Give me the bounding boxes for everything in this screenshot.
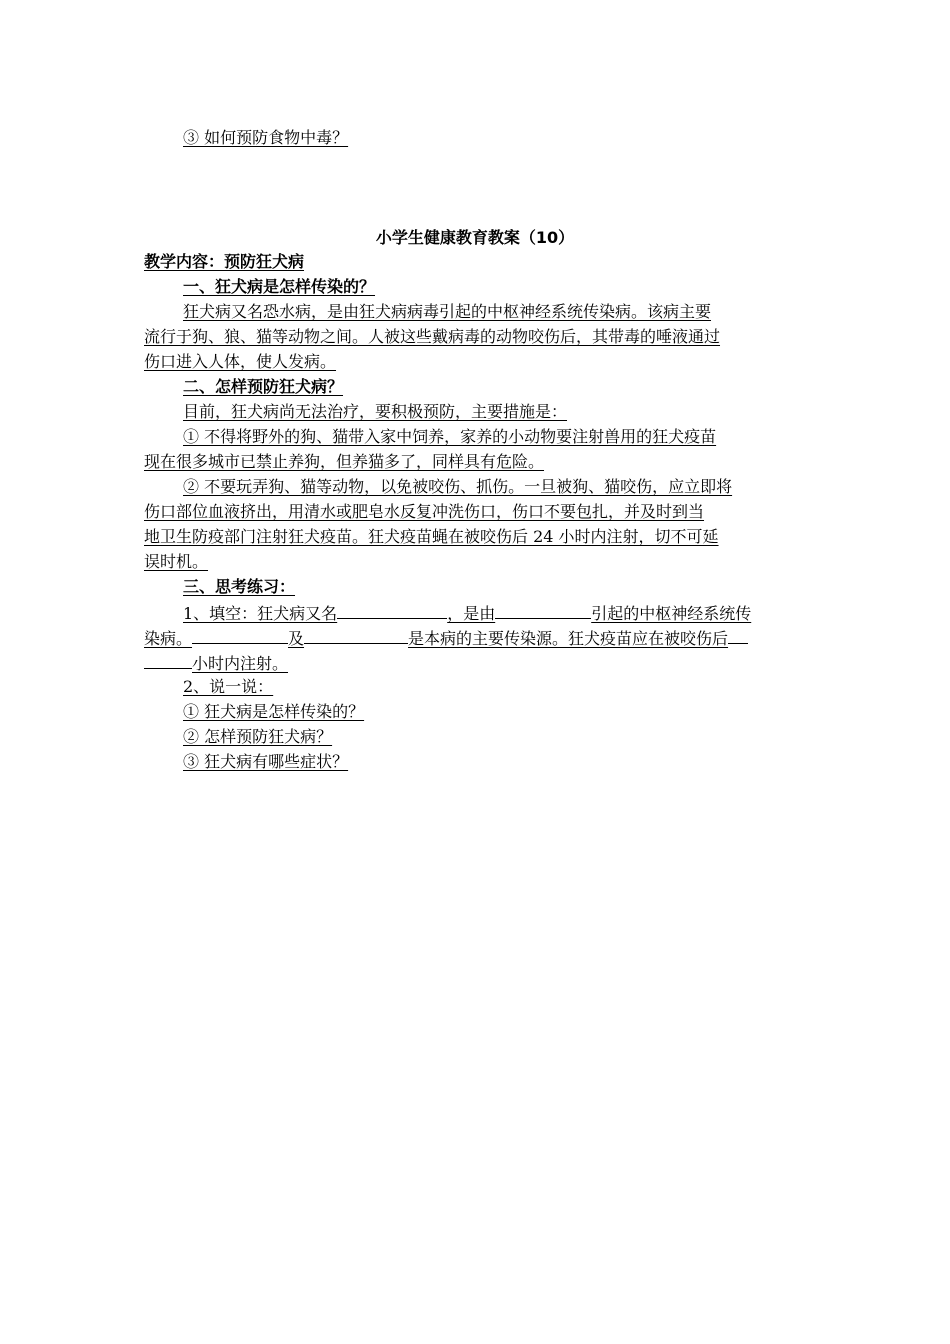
fill-text: 染病。 xyxy=(144,629,193,648)
discussion-question: ② 怎样预防狂犬病？ xyxy=(183,727,333,746)
fill-text: 引起的中枢神经系统传 xyxy=(591,604,752,623)
section-2-item-1-line: ① 不得将野外的狗、猫带入家中饲养，家养的小动物要注射兽用的狂犬疫苗 xyxy=(183,427,717,446)
section-2-item-2-line: ② 不要玩弄狗、猫等动物，以免被咬伤、抓伤。一旦被狗、猫咬伤，应立即将 xyxy=(183,477,733,496)
section-2-item-1-line: 现在很多城市已禁止养狗，但养猫多了，同样具有危险。 xyxy=(144,452,545,471)
say-label: 2、说一说： xyxy=(183,677,274,696)
fill-blank xyxy=(495,600,591,619)
fill-blank xyxy=(728,625,748,644)
fill-blank xyxy=(144,650,192,669)
fill-text: 是本病的主要传染源。狂犬疫苗应在被咬伤后 xyxy=(408,629,729,648)
section-2-item-2-line: 伤口部位血液挤出，用清水或肥皂水反复冲洗伤口，伤口不要包扎，并及时到当 xyxy=(144,502,705,521)
content-label: 教学内容：预防狂犬病 xyxy=(144,252,305,271)
section-2-heading: 二、怎样预防狂犬病？ xyxy=(183,377,344,396)
discussion-question: ① 狂犬病是怎样传染的？ xyxy=(183,702,365,721)
section-1-line: 伤口进入人体，使人发病。 xyxy=(144,352,337,371)
section-2-intro: 目前，狂犬病尚无法治疗，要积极预防，主要措施是： xyxy=(183,402,568,421)
section-3-heading: 三、思考练习： xyxy=(183,577,296,596)
previous-question: ③ 如何预防食物中毒？ xyxy=(183,128,349,147)
fill-in-line-2 xyxy=(144,625,808,651)
fill-blank xyxy=(304,625,408,644)
section-1-heading: 一、狂犬病是怎样传染的？ xyxy=(183,277,376,296)
fill-text: ，是由 xyxy=(447,604,496,623)
fill-in-line-1 xyxy=(183,600,808,626)
fill-text: 小时内注射。 xyxy=(192,654,289,673)
page-title: 小学生健康教育教案（10） xyxy=(375,228,575,247)
fill-text: 及 xyxy=(288,629,305,648)
fill-text: 1、填空：狂犬病又名 xyxy=(183,604,338,623)
section-2-item-2-line: 地卫生防疫部门注射狂犬疫苗。狂犬疫苗蝇在被咬伤后 24 小时内注射，切不可延 xyxy=(144,527,719,546)
section-1-line: 狂犬病又名恐水病，是由狂犬病病毒引起的中枢神经系统传染病。该病主要 xyxy=(183,302,712,321)
section-2-item-2-line: 误时机。 xyxy=(144,552,209,571)
fill-blank xyxy=(192,625,288,644)
discussion-question: ③ 狂犬病有哪些症状？ xyxy=(183,752,349,771)
fill-blank xyxy=(337,600,447,619)
fill-in-line-3 xyxy=(144,650,808,676)
section-1-line: 流行于狗、狼、猫等动物之间。人被这些戴病毒的动物咬伤后，其带毒的唾液通过 xyxy=(144,327,721,346)
